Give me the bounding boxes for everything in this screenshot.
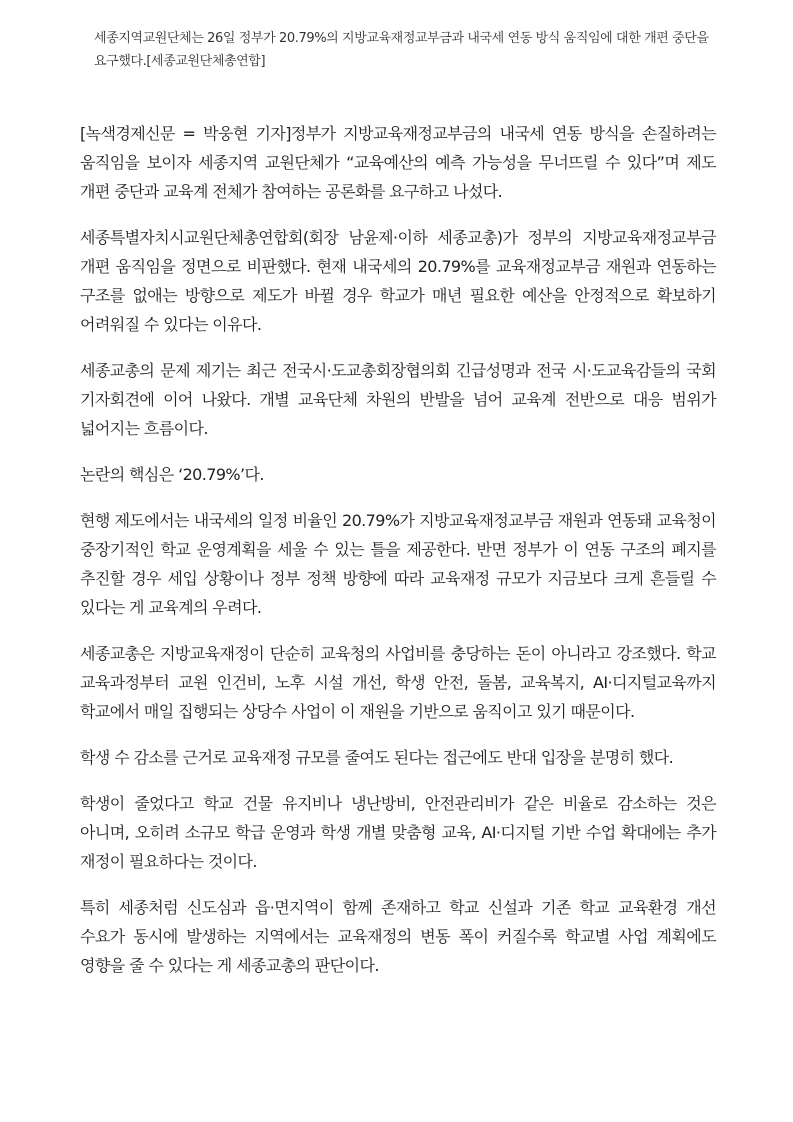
photo-caption: 세종지역교원단체는 26일 정부가 20.79%의 지방교육재정교부금과 내국세 연동 방식 움직임에 대한 개편 중단을 요구했다.[세종교원단체총연합] — [94, 31, 709, 69]
article-paragraph: 세종교총의 문제 제기는 최근 전국시·도교총회장협의회 긴급성명과 전국 시·도교육감들의 국회 기자회견에 이어 나왔다. 개별 교육단체 차원의 반발을 넘어 교육계 전반으로 대응 범위가 넓어지는 흐름이다. — [80, 361, 716, 438]
article-paragraph: 현행 제도에서는 내국세의 일정 비율인 20.79%가 지방교육재정교부금 재원과 연동돼 교육청이 중장기적인 학교 운영계획을 세울 수 있는 틀을 제공한다. 반면 정부가 이 연동 구조의 폐지를 추진할 경우 세입 상황이나 정부 정책 방향에 따라 교육재정 규모가 지금보다 크게 흔들릴 수 있다는 게 교육계의 우려다. — [80, 511, 716, 617]
article-paragraph: 특히 세종처럼 신도심과 읍·면지역이 함께 존재하고 학교 신설과 기존 학교 교육환경 개선 수요가 동시에 발생하는 지역에서는 교육재정의 변동 폭이 커질수록 학교별 사업 계획에도 영향을 줄 수 있다는 게 세종교총의 판단이다. — [80, 898, 716, 975]
article-paragraph: 세종특별자치시교원단체총연합회(회장 남윤제·이하 세종교총)가 정부의 지방교육재정교부금 개편 움직임을 정면으로 비판했다. 현재 내국세의 20.79%를 교육재정교부금 재원과 연동하는 구조를 없애는 방향으로 제도가 바뀔 경우 학교가 매년 필요한 예산을 안정적으로 확보하기 어려워질 수 있다는 이유다. — [80, 228, 716, 334]
article-body — [80, 119, 716, 997]
article-paragraph: 세종교총은 지방교육재정이 단순히 교육청의 사업비를 충당하는 돈이 아니라고 강조했다. 학교 교육과정부터 교원 인건비, 노후 시설 개선, 학생 안전, 돌봄, 교육복지, AI·디지털교육까지 학교에서 매일 집행되는 상당수 사업이 이 재원을 기반으로 움직이고 있기 때문이다. — [80, 644, 716, 721]
article-paragraph: 논란의 핵심은 ‘20.79%’다. — [80, 465, 264, 484]
article-paragraph-lead: [녹색경제신문 = 박웅현 기자]정부가 지방교육재정교부금의 내국세 연동 방식을 손질하려는 움직임을 보이자 세종지역 교원단체가 “교육예산의 예측 가능성을 무너뜨릴 수 있다”며 제도 개편 중단과 교육계 전체가 참여하는 공론화를 요구하고 나섰다. — [80, 124, 716, 201]
article-paragraph: 학생이 줄었다고 학교 건물 유지비나 냉난방비, 안전관리비가 같은 비율로 감소하는 것은 아니며, 오히려 소규모 학급 운영과 학생 개별 맞춤형 교육, AI·디지털 기반 수업 확대에는 추가 재정이 필요하다는 것이다. — [80, 794, 716, 871]
article-paragraph: 학생 수 감소를 근거로 교육재정 규모를 줄여도 된다는 접근에도 반대 입장을 분명히 했다. — [80, 748, 674, 767]
